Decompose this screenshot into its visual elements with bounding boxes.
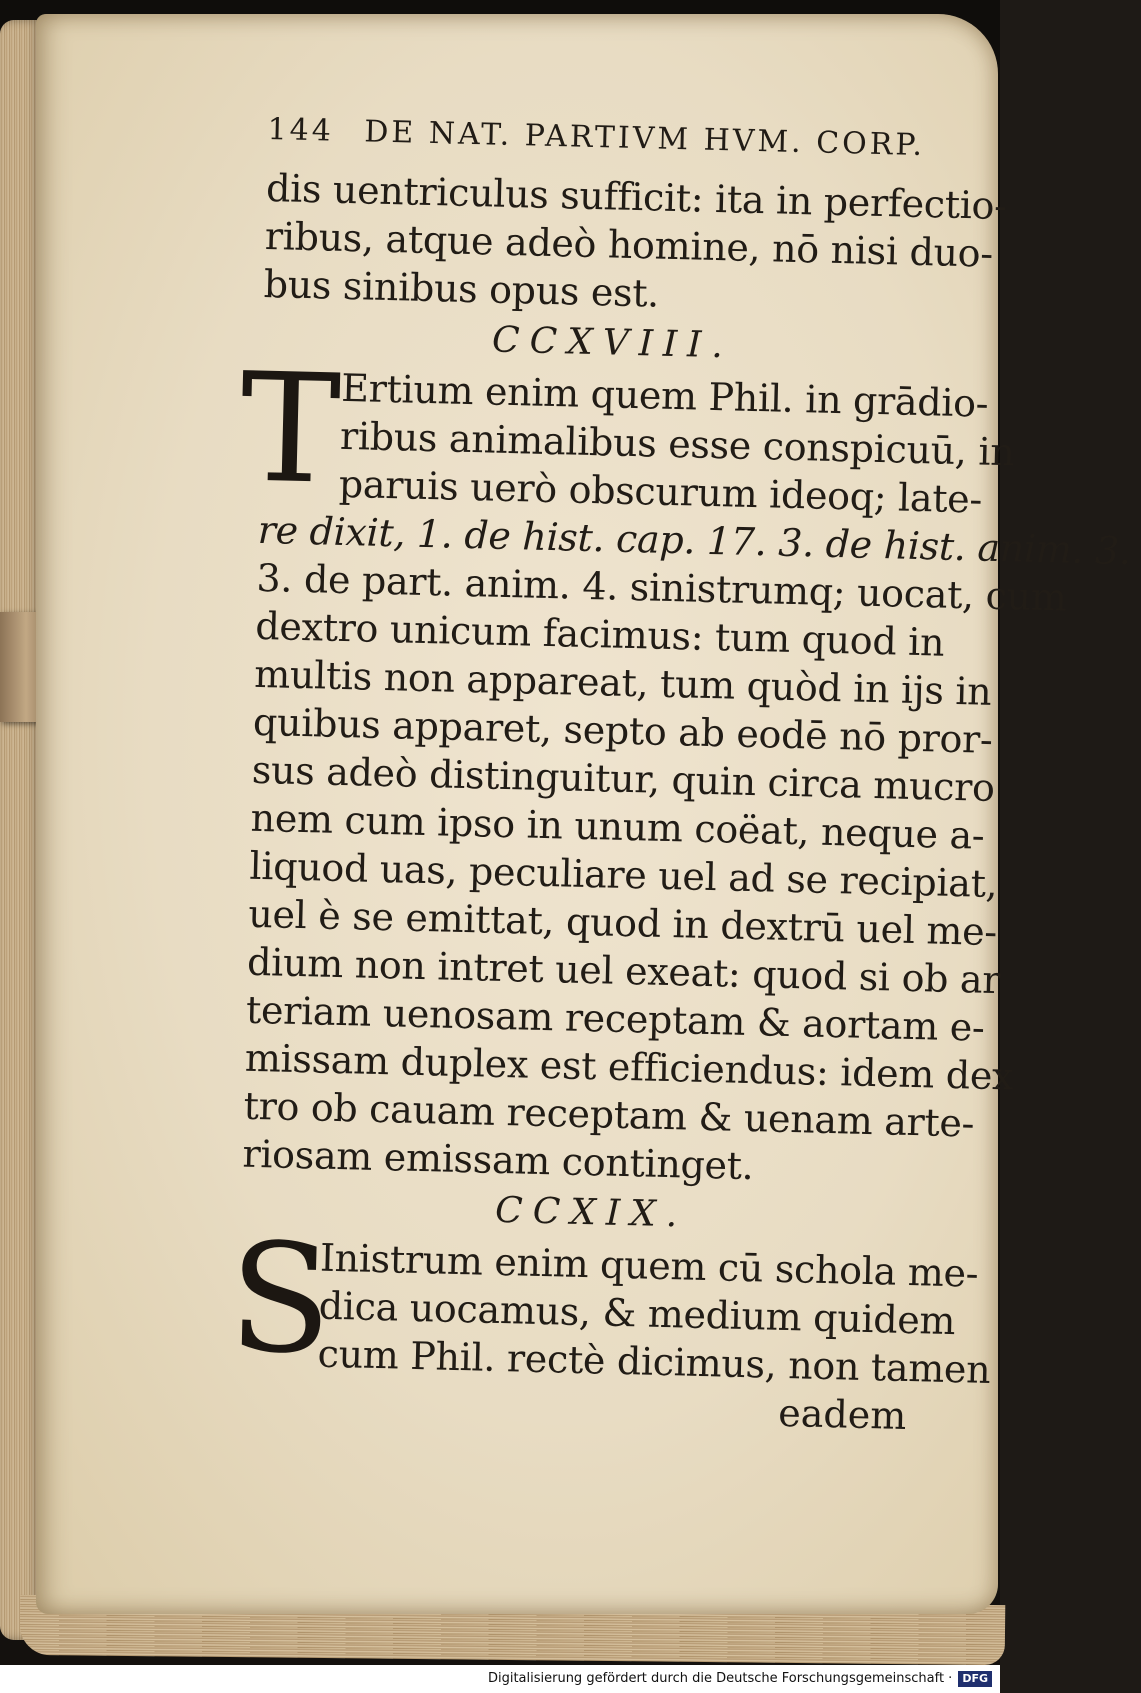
section-heading: CCXVIII. — [491, 319, 734, 367]
paragraph-continuation — [263, 164, 1008, 325]
section-heading: CCXIX. — [494, 1189, 688, 1236]
text-line: nem cum ipso in unum coëat, neque a- — [250, 795, 985, 858]
footer-text: Digitalisierung gefördert durch die Deutsche Forschungsgemeinschaft · — [487, 1671, 953, 1686]
text-line: multis non appareat, tum quòd in ijs in — [253, 651, 992, 714]
drop-capital: S — [226, 1211, 334, 1388]
text-line: uel è se emittat, quod in dextrū uel me- — [247, 891, 998, 955]
catchword: eadem — [777, 1390, 907, 1438]
text-line: ribus animalibus esse conspicuū, in — [339, 413, 1015, 475]
text-line: quibus apparet, septo ab eodē nō pror- — [252, 699, 994, 762]
text-line: paruis uerò obscurum ideoq; late- — [338, 461, 983, 522]
text-line: cum Phil. rectè dicimus, non tamen — [317, 1331, 991, 1393]
page-number: 144 — [267, 112, 335, 149]
running-title: DE NAT. PARTIVM HVM. CORP. — [363, 114, 926, 164]
text-line: riosam emissam continget. — [242, 1131, 755, 1189]
text-line: ribus, atque adeò homine, nō nisi duo- — [264, 213, 994, 276]
digitization-footer — [0, 1665, 1000, 1693]
text-line: teriam uenosam receptam & aortam e- — [245, 987, 986, 1050]
drop-capital: T — [238, 341, 343, 518]
text-line: 3. de part. anim. 4. sinistrumq; uocat, cum — [256, 555, 1068, 620]
text-line: dica uocamus, & medium quidem — [318, 1283, 956, 1344]
text-line: dis uentriculus sufficit: ita in perfectio- — [265, 165, 1008, 229]
citation-line: re dixit, 1. de hist. cap. 17. 3. de hist. anim. 3. — [257, 507, 1132, 574]
text-line: Ertium enim quem Phil. in grādio- — [340, 365, 989, 426]
text-line: liquod uas, peculiare uel ad se recipiat, — [249, 843, 998, 907]
text-line: bus sinibus opus est. — [263, 261, 660, 316]
text-line: dextro unicum facimus: tum quod in — [254, 603, 945, 665]
text-line: missam duplex est efficiendus: idem dex — [244, 1035, 1014, 1099]
dfg-logo: DFG — [958, 1671, 992, 1687]
text-line: sus adeò distinguitur, quin circa mucro — [251, 747, 996, 810]
page-text — [226, 112, 1132, 1441]
text-line: tro ob cauam receptam & uenam arte- — [243, 1083, 975, 1146]
text-line: dium non intret uel exeat: quod si ob ar — [246, 939, 1001, 1003]
text-line: Inistrum enim quem cū schola me- — [319, 1235, 979, 1296]
